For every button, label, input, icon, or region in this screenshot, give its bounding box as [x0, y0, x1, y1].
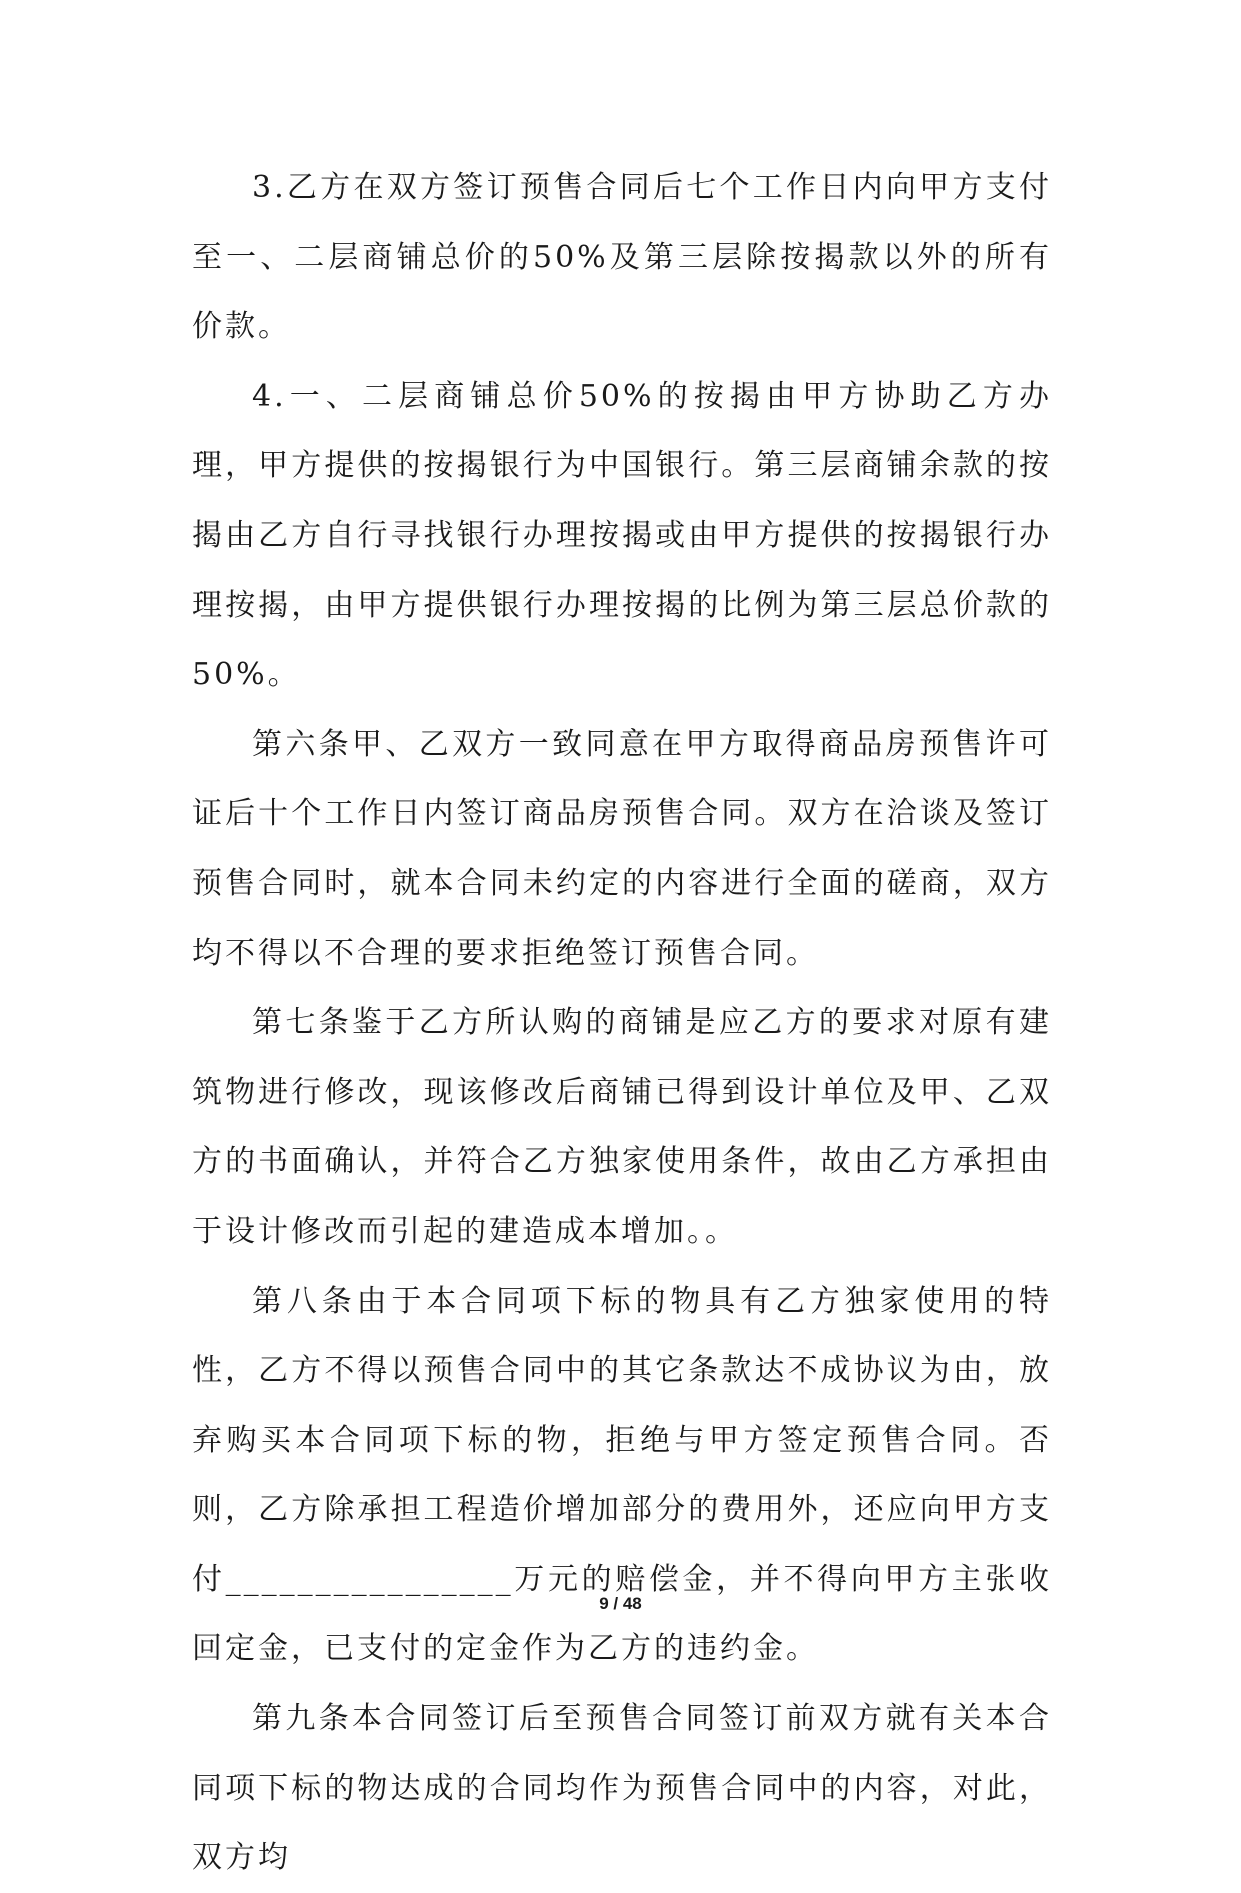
paragraph-article-6: 第六条甲、乙双方一致同意在甲方取得商品房预售许可证后十个工作日内签订商品房预售合同。双方在洽谈及签订预售合同时，就本合同未约定的内容进行全面的磋商，双方均不得以不合理的要求拒绝签订预售合同。 [192, 726, 1052, 971]
paragraph-clause-3: 3.乙方在双方签订预售合同后七个工作日内向甲方支付至一、二层商铺总价的50%及第三层除按揭款以外的所有价款。 [192, 170, 1052, 345]
paragraph-article-9: 第九条本合同签订后至预售合同签订前双方就有关本合同项下标的物达成的合同均作为预售合同中的内容，对此，双方均 [192, 1701, 1052, 1876]
paragraph-article-7: 第七条鉴于乙方所认购的商铺是应乙方的要求对原有建筑物进行修改，现该修改后商铺已得到设计单位及甲、乙双方的书面确认，并符合乙方独家使用条件，故由乙方承担由于设计修改而引起的建造成本增加。。 [192, 1005, 1052, 1249]
document-body [192, 153, 1052, 1893]
paragraph-clause-4: 4.一、二层商铺总价50%的按揭由甲方协助乙方办理，甲方提供的按揭银行为中国银行。第三层商铺余款的按揭由乙方自行寻找银行办理按揭或由甲方提供的按揭银行办理按揭，由甲方提供银行办理按揭的比例为第三层总价款的50%。 [192, 378, 1052, 693]
page-number: 9 / 48 [599, 1594, 642, 1613]
paragraph-article-8: 第八条由于本合同项下标的物具有乙方独家使用的特性，乙方不得以预售合同中的其它条款达不成协议为由，放弃购买本合同项下标的物，拒绝与甲方签定预售合同。否则，乙方除承担工程造价增加部分的费用外，还应向甲方支付________________万元的赔偿金，并不得向甲方主张收回定金，已支付的定金作为乙方的违约金。 [192, 1283, 1052, 1667]
